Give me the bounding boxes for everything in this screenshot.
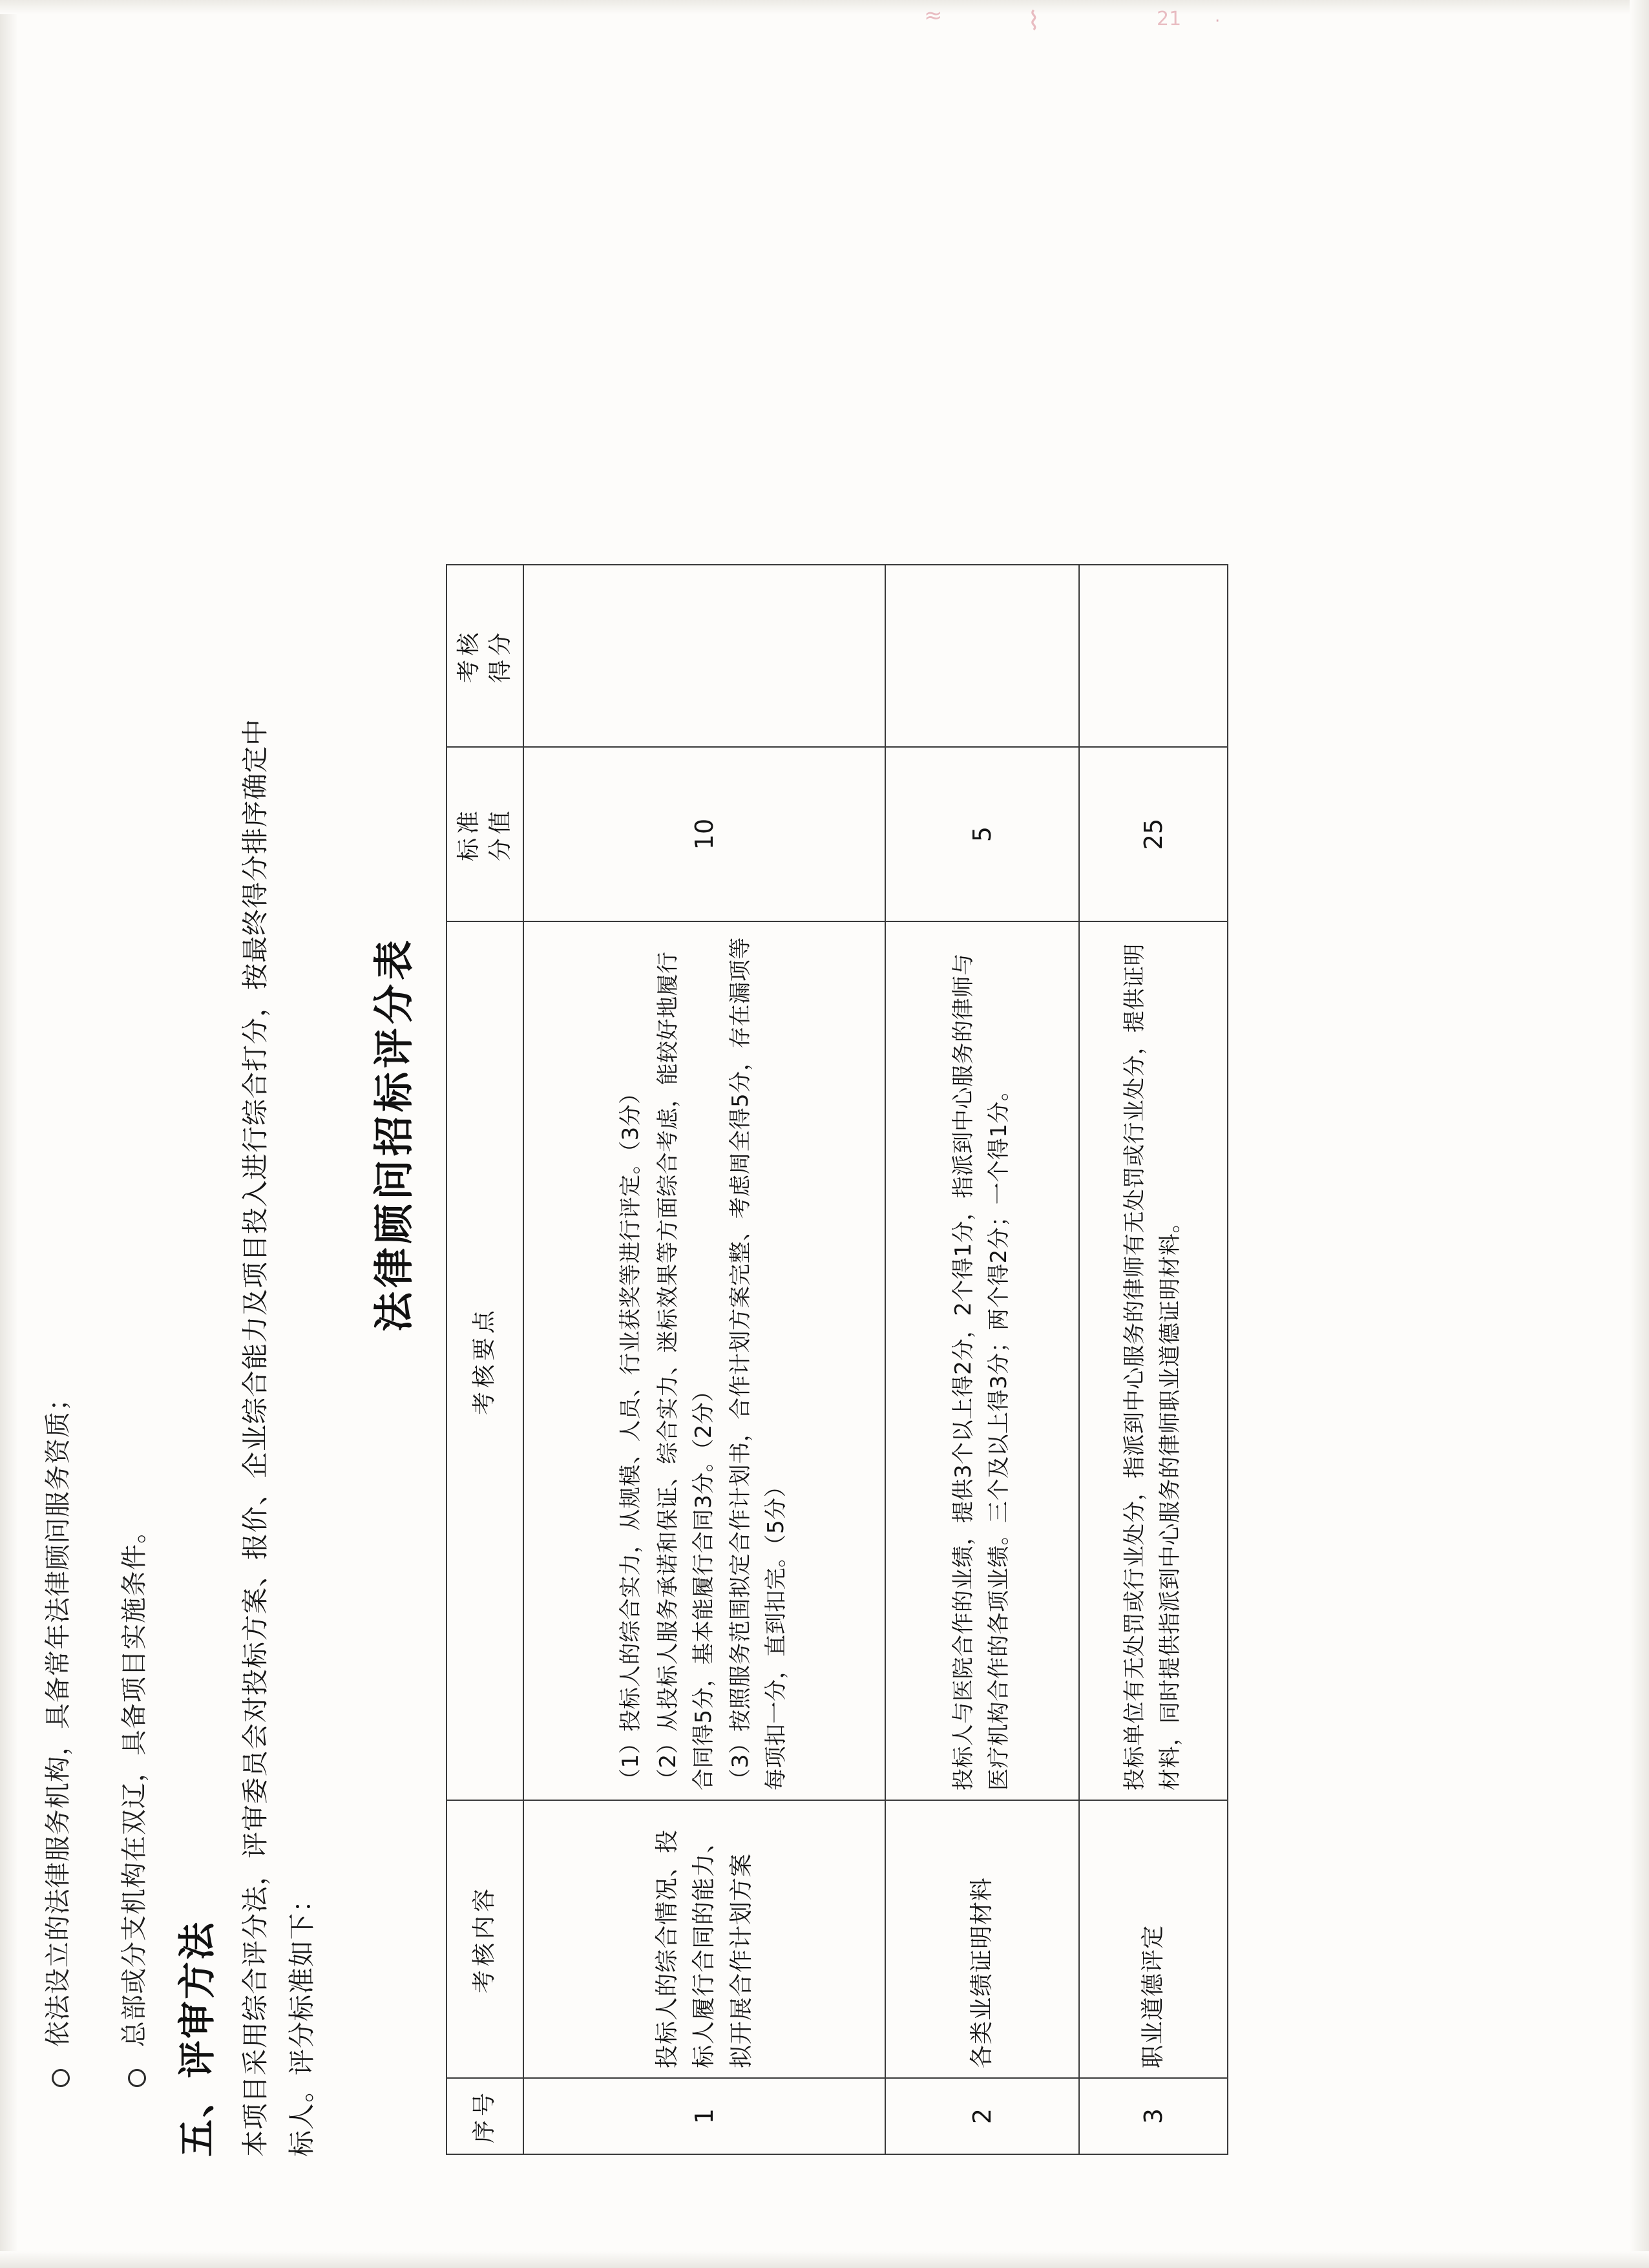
column-header-points: 考核要点 [446,921,523,1800]
row-point-line: （1）投标人的综合实力，从规模、人员、行业获奖等进行评定。（3分） [618,1082,644,1790]
table-row [885,565,1079,2154]
scan-artifact-mark-3: 21 [1157,8,1182,30]
column-header-content: 考核内容 [446,1800,523,2078]
section-heading: 五、评审方法 [175,1920,219,2157]
list-item-label: 依法设立的法律服务机构，具备常年法律顾问服务资质； [43,1385,73,2047]
row-points [885,921,1079,1800]
column-header-standard [446,747,523,921]
row-content: 各类业绩证明材料 [885,1800,1079,2078]
circle-bullet-icon [45,2064,75,2094]
scan-artifact-mark-2: ⌇ [1027,6,1040,36]
column-header-standard-line1: 标准 [456,807,482,862]
scoring-table [446,564,1228,2155]
row-point-line: 投标人与医院合作的业绩，提供3个以上得2分，2个得1分，指派到中心服务的律师与医疗机构合作的各项业绩。三个及以上得3分；两个得2分；一个得1分。 [951,952,1013,1790]
column-header-score-line2: 得分 [487,629,514,684]
column-header-score [446,565,523,747]
row-point-line: （2）从投标人服务承诺和保证、综合实力、迷标效果等方面综合考虑，能较好地履行合同得5分，基本能履行合同3分。（2分） [655,951,717,1790]
row-no: 1 [523,2078,885,2154]
table-header-row [446,565,523,2154]
row-actual-score [885,565,1079,747]
row-content: 职业道德评定 [1079,1800,1228,2078]
table-title: 法律顾问招标评分表 [370,936,417,1332]
table-row [523,565,885,2154]
scan-artifact-mark-1: ≈ [924,3,943,28]
row-points [1079,921,1228,1800]
column-header-standard-line2: 分值 [487,807,514,862]
list-item-label: 总部或分支机构在双辽，具备项目实施条件。 [120,1517,149,2047]
circle-bullet-icon [121,2064,151,2094]
column-header-no: 序号 [446,2078,523,2154]
row-actual-score [1079,565,1228,747]
row-point-line: 投标单位有无处罚或行业处分，指派到中心服务的律师有无处罚或行业处分，提供证明材料，同时提供指派到中心服务的律师职业道德证明材料。 [1122,943,1184,1790]
section-paragraph-line-2: 标人。评分标准如下： [286,1885,317,2157]
section-paragraph-line-1: 本项目采用综合评分法，评审委员会对投标方案、报价、企业综合能力及项目投入进行综合打分，按最终得分排序确定中 [240,719,271,2157]
row-standard-score: 10 [523,747,885,921]
section-paragraph [233,529,326,2157]
column-header-score-line1: 考核 [456,629,482,684]
list-item [39,543,78,2094]
list-item [115,543,154,2094]
table-row [1079,565,1228,2154]
row-standard-score: 5 [885,747,1079,921]
row-no: 3 [1079,2078,1228,2154]
row-point-line: （3）按照服务范围拟定合作计划书，合作计划方案完整、考虑周全得5分，存在漏项等每项扣一分，直到扣完。（5分） [727,937,789,1790]
row-content: 投标人的综合情况、投标人履行合同的能力、拟开展合作计划方案 [523,1800,885,2078]
row-no: 2 [885,2078,1079,2154]
row-standard-score: 25 [1079,747,1228,921]
row-points [523,921,885,1800]
row-actual-score [523,565,885,747]
requirements-list [39,543,191,2094]
scan-artifact-mark-4: · [1215,12,1221,31]
